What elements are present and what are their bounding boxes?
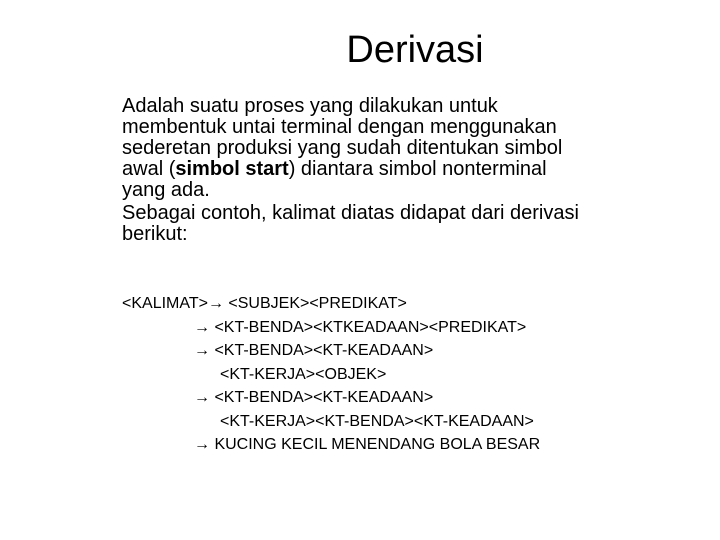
definition-line: Adalah suatu proses yang dilakukan untuk: [122, 95, 498, 117]
definition-paragraph: [122, 96, 692, 201]
derivation-step-continuation: <KT-KERJA><OBJEK>: [220, 365, 387, 383]
definition-line: membentuk untai terminal dengan menggunakan: [122, 116, 557, 138]
example-intro-line: berikut:: [122, 223, 188, 245]
slide-title: Derivasi: [346, 29, 484, 71]
definition-line: [122, 159, 692, 180]
start-symbol-term: simbol start: [175, 158, 289, 180]
example-intro-paragraph: [122, 203, 692, 245]
definition-line: sederetan produksi yang sudah ditentukan simbol: [122, 137, 563, 159]
derivation-block: [122, 292, 702, 457]
derivation-step: <KALIMAT>→ <SUBJEK><PREDIKAT>: [122, 295, 407, 312]
derivation-step: → <KT-BENDA><KTKEADAAN><PREDIKAT>: [194, 318, 527, 336]
definition-text: ) diantara simbol nonterminal: [288, 158, 547, 180]
derivation-step: → KUCING KECIL MENENDANG BOLA BESAR: [194, 436, 541, 453]
derivation-step: → <KT-BENDA><KT-KEADAAN>: [194, 342, 434, 359]
derivation-step-continuation: <KT-KERJA><KT-BENDA><KT-KEADAAN>: [220, 412, 534, 430]
example-intro-line: Sebagai contoh, kalimat diatas didapat dari derivasi: [122, 202, 579, 224]
definition-line: yang ada.: [122, 179, 210, 201]
definition-text: awal (: [122, 158, 176, 180]
slide-body: [122, 96, 692, 247]
derivation-step: → <KT-BENDA><KT-KEADAAN>: [194, 389, 434, 406]
